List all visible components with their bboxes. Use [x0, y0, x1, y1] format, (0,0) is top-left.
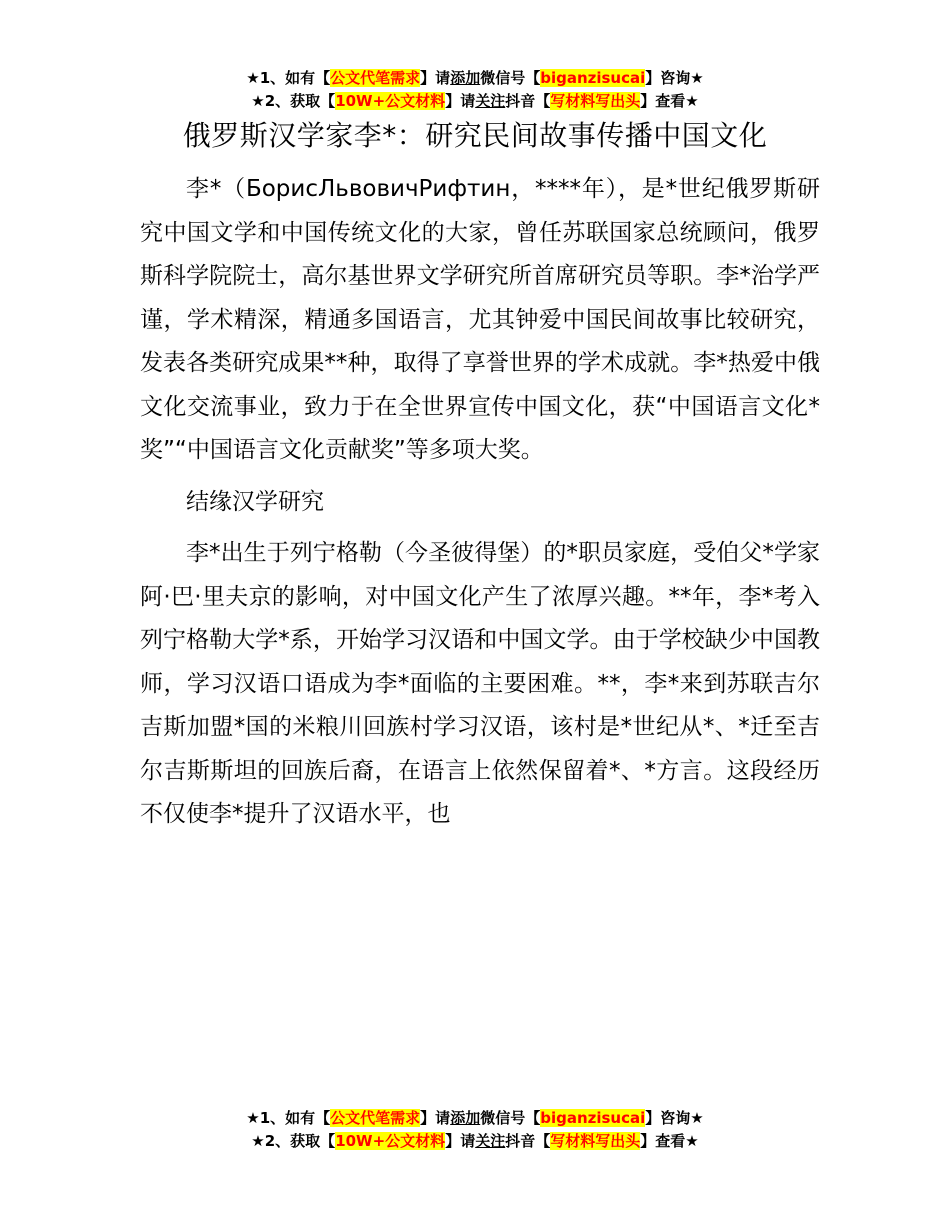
paragraph-intro: 李*（БорисЛьвовичРифтин，****年），是*世纪俄罗斯研究中国文学和中国传统文化的大家，曾任苏联国家总统顾问，俄罗斯科学院院士，高尔基世界文学研究所首席研究员等职。李*治学严谨，学术精深，精通多国语言，尤其钟爱中国民间故事比较研究，发表各类研究成果**种，取得了享誉世界的学术成就。李*热爱中俄文化交流事业，致力于在全世界宣传中国文化，获“中国语言文化*奖”“中国语言文化贡献奖”等多项大奖。 [140, 176, 820, 463]
section-heading: 结缘汉学研究 [186, 488, 324, 515]
banner-underlined: 关注 [475, 1132, 506, 1150]
banner-highlight: 10W+公文材料 [335, 1132, 446, 1150]
document-title: 俄罗斯汉学家李*：研究民间故事传播中国文化 [182, 119, 768, 152]
wechat-id: biganzisucai [540, 69, 646, 87]
document-body [140, 168, 820, 845]
douyin-id: 写材料写出头 [550, 1132, 641, 1150]
banner-line-2: ★2、获取【10W+公文材料】请关注抖音【写材料写出头】查看★ [251, 92, 699, 110]
banner-highlight: 公文代笔需求 [330, 1109, 421, 1127]
banner-line-1: ★1、如有【公文代笔需求】请添加微信号【biganzisucai】咨询★ [246, 69, 704, 87]
wechat-id: biganzisucai [540, 1109, 646, 1127]
banner-underlined: 添加 [450, 69, 481, 87]
banner-highlight: 公文代笔需求 [330, 69, 421, 87]
douyin-id: 写材料写出头 [550, 92, 641, 110]
paragraph-early-life: 李*出生于列宁格勒（今圣彼得堡）的*职员家庭，受伯父*学家阿·巴·里夫京的影响，对中国文化产生了浓厚兴趣。**年，李*考入列宁格勒大学*系，开始学习汉语和中国文学。由于学校缺少中国教师，学习汉语口语成为李*面临的主要困难。**，李*来到苏联吉尔吉斯加盟*国的米粮川回族村学习汉语，该村是*世纪从*、*迁至吉尔吉斯斯坦的回族后裔，在语言上依然保留着*、*方言。这段经历不仅使李*提升了汉语水平，也 [140, 540, 820, 827]
banner-line-1: ★1、如有【公文代笔需求】请添加微信号【biganzisucai】咨询★ [246, 1109, 704, 1127]
banner-line-2: ★2、获取【10W+公文材料】请关注抖音【写材料写出头】查看★ [251, 1132, 699, 1150]
banner-highlight: 10W+公文材料 [335, 92, 446, 110]
banner-underlined: 关注 [475, 92, 506, 110]
top-ad-banner [0, 67, 950, 113]
banner-underlined: 添加 [450, 1109, 481, 1127]
bottom-ad-banner [0, 1107, 950, 1153]
